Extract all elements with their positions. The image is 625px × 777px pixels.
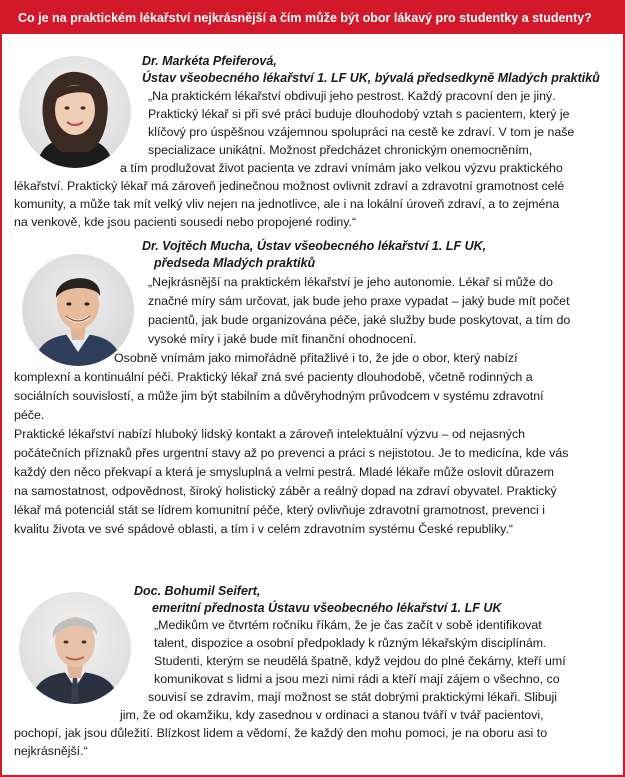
quote-line: kvalitu života ve své spádové oblasti, a tím i v celém zdravotním systému České republiky.“	[14, 522, 514, 536]
quote-line: a tím prodlužovat život pacienta ve zdraví vnímám jako velkou výzvu praktického	[120, 161, 563, 175]
quote-line: komunity, a může tak mít velký vliv nejen na jednotlivce, ale i na lokální úroveň zdraví, a to zejména	[14, 197, 560, 211]
quote-line: „Na praktickém lékařství obdivuji jeho pestrost. Každý pracovní den je jiný.	[148, 89, 556, 103]
quote-line: pochopí, jak jsou důležití. Blízkost lidem a vědomí, že každý den mohu pomoci, je na oboru asi to	[14, 726, 548, 740]
quote-line: Studenti, kterým se neudělá špatně, když vejdou do plné čekárny, kteří umí	[154, 654, 566, 668]
person-role: Ústav všeobecného lékařství 1. LF UK, bývalá předsedkyně Mladých praktiků	[142, 71, 600, 85]
profile-mucha	[2, 234, 623, 560]
profile-pfeiferova	[2, 34, 623, 234]
person-role: emeritní přednosta Ústavu všeobecného lékařství 1. LF UK	[152, 601, 502, 615]
quote-line: každý den něco překvapí a která je smysluplná a velmi pestrá. Mladé lékaře může oslovit důrazem	[14, 465, 554, 479]
quote-line: „Nejkrásnější na praktickém lékařství je jeho autonomie. Lékař si může do	[148, 275, 553, 289]
quote-line: vysoké míry i jaké bude mít finanční ohodnocení.	[148, 332, 417, 346]
quote-line: na venkově, kde jsou pacienti sousedi nebo propojené rodiny.“	[14, 215, 357, 229]
panel-header	[2, 2, 623, 34]
quote-line: péče.	[14, 408, 45, 422]
quote-line: pacientů, jak bude organizována péče, jaké služby bude poskytovat, a tím do	[148, 313, 571, 327]
quote-line: talent, dispozice a osobní předpoklady k různým lékařským disciplínám.	[154, 636, 547, 650]
quote-line: klíčový pro úspěšnou vzájemnou spolupráci na cestě ke zdraví. V tom je naše	[148, 125, 575, 139]
portrait-photo	[19, 592, 131, 704]
quote-line: komplexní a kontinuální péči. Praktický lékař zná své pacienty dlouhodobě, včetně rodinných a	[14, 370, 533, 384]
panel-title: Co je na praktickém lékařství nejkrásnější a čím může být obor lákavý pro studentky a studenty?	[18, 11, 592, 25]
quote-line: sociálních souvislostí, a může jim být stabilním a důvěryhodným průvodcem v systému zdravotní	[14, 389, 544, 403]
person-name: Doc. Bohumil Seifert,	[134, 584, 261, 598]
quote-line: Osobně vnímám jako mimořádně přitažlivé i to, že jde o obor, který nabízí	[114, 351, 518, 365]
quote-line: lékařství. Praktický lékař má zároveň jedinečnou možnost ovlivnit zdraví a zdravotní gramotnost celé	[14, 179, 565, 193]
person-name: Dr. Vojtěch Mucha, Ústav všeobecného lékařství 1. LF UK,	[142, 239, 487, 253]
quote-line: značné míry sám určovat, jak bude jeho praxe vypadat – jaký bude mít počet	[148, 294, 570, 308]
quote-line: souvisí se zdravím, mají možnost se stát dobrými praktickými lékaři. Slibuji	[148, 690, 558, 704]
portrait-photo	[19, 56, 131, 168]
quote-line: na samostatnost, odpovědnost, široký holistický záběr a reálný dopad na zdraví obyvatel. Praktický	[14, 484, 557, 498]
person-name: Dr. Markéta Pfeiferová,	[142, 54, 277, 68]
quote-line: jim, že od okamžiku, kdy zasednou v ordinaci a stanou tváří v tvář pacientovi,	[120, 708, 544, 722]
quote-line: specializace unikátní. Možnost předcházet chronickým onemocněním,	[148, 143, 533, 157]
profile-seifert	[2, 560, 623, 775]
quote-line: „Medikům ve čtvrtém ročníku říkám, že je čas začít v sobě identifikovat	[154, 618, 542, 632]
quote-line: Praktické lékařství nabízí hluboký lidský kontakt a zároveň intelektuální výzvu – od nejasných	[14, 427, 526, 441]
quote-line: nejkrásnější.“	[14, 744, 88, 758]
quote-line: Praktický lékař si při své práci buduje dlouhodobý vztah s pacientem, který je	[148, 107, 570, 121]
quote-line: počátečních příznaků přes urgentní stavy až po prevenci a práci s nejistotou. Je to medicína, kde vás	[14, 446, 569, 460]
quote-line: lékař má potenciál stát se lídrem komunitní péče, který ovlivňuje zdravotní gramotnost, prevenci i	[14, 503, 545, 517]
person-role: předseda Mladých praktiků	[154, 256, 316, 270]
quote-line: komunikovat s lidmi a jsou mezi nimi rádi a kteří mají zájem o všechno, co	[154, 672, 560, 686]
